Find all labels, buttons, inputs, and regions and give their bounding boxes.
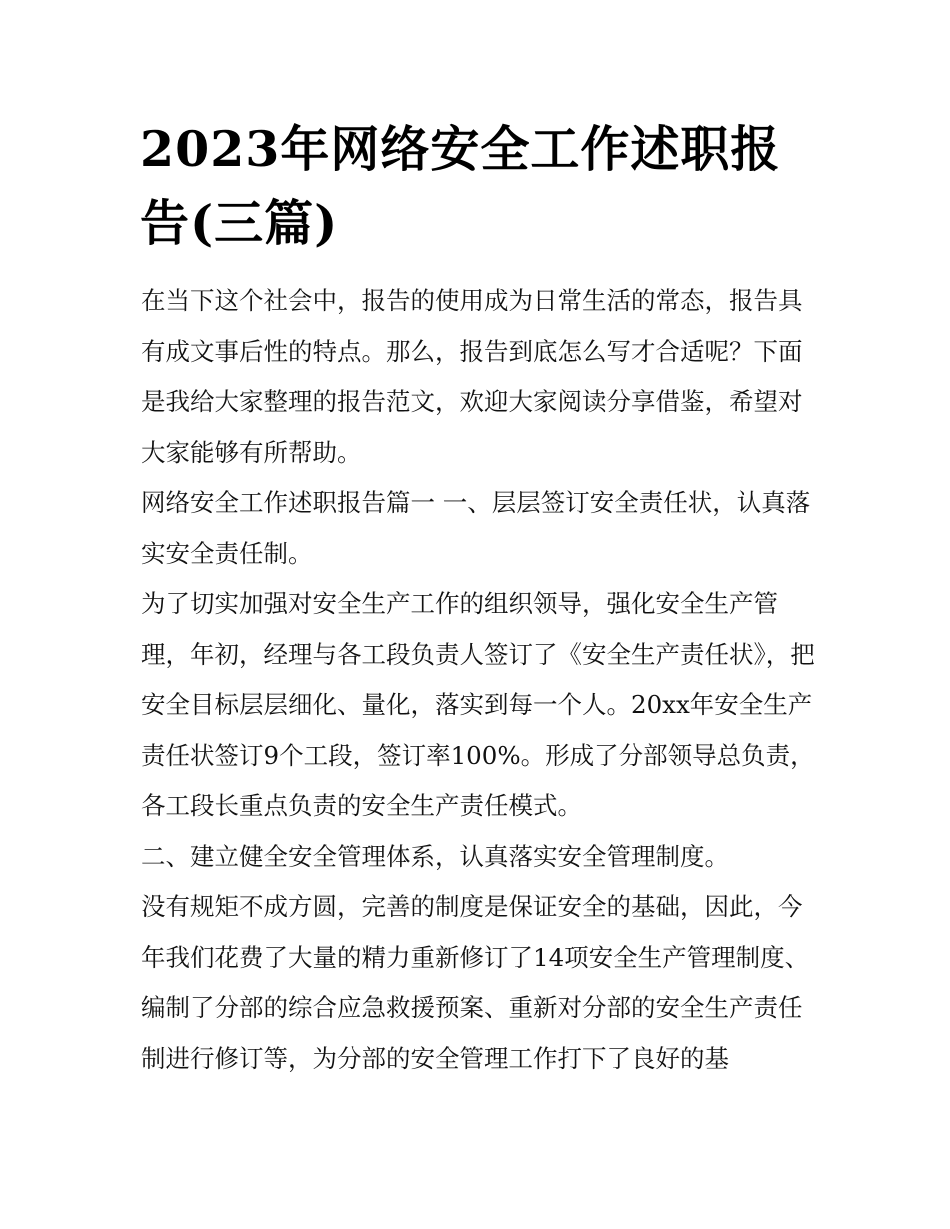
paragraph-responsibility: 为了切实加强对安全生产工作的组织领导，强化安全生产管理，年初，经理与各工段负责人签订了《安全生产责任状》，把安全目标层层细化、量化，落实到每一个人。20xx年安全生产责任状签订9个工段，签订率100%。形成了分部领导总负责，各工段长重点负责的安全生产责任模式。 (141, 589, 815, 820)
document-body (141, 276, 821, 1084)
paragraph-section-two-heading: 二、建立健全安全管理体系，认真落实安全管理制度。 (141, 841, 729, 871)
paragraph-intro: 在当下这个社会中，报告的使用成为日常生活的常态，报告具有成文事后性的特点。那么，报告到底怎么写才合适呢？下面是我给大家整理的报告范文，欢迎大家阅读分享借鉴，希望对大家能够有所帮助。 (141, 286, 803, 467)
paragraph-section-one-heading: 网络安全工作述职报告篇一 一、层层签订安全责任状，认真落实安全责任制。 (141, 488, 811, 568)
document-title: 2023年网络安全工作述职报告(三篇) (140, 120, 781, 252)
paragraph-rules: 没有规矩不成方圆，完善的制度是保证安全的基础，因此，今年我们花费了大量的精力重新修订了14项安全生产管理制度、编制了分部的综合应急救援预案、重新对分部的安全生产责任制进行修订等，为分部的安全管理工作打下了良好的基 (141, 892, 810, 1073)
